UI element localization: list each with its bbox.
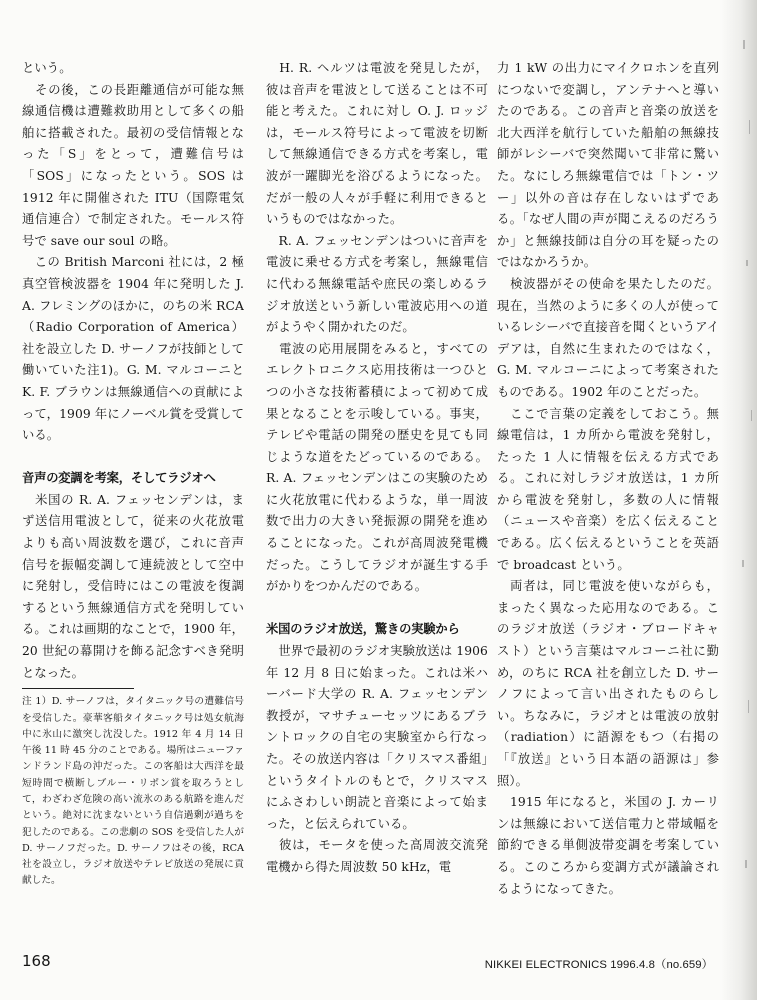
scan-speck [748,700,749,713]
paragraph: この British Marconi 社には，2 極真空管検波器を 1904 年に発明した J. A. フレミングのほかに，のちの米 RCA（Radio Corporation of America）社を設立した D. サーノフが技師として働いていた注1)。G. M. マルコーニと K. F. ブラウンは無線通信への貢献によって，1909 年にノーベル賞を受賞している。 [22,255,244,443]
footnote: 注 1）D. サーノフは，タイタニック号の遭難信号を受信した。豪華客船タイタニック号は処女航海中に氷山に激突し沈没した。1912 年 4 月 14 日午後 11 時 45 分のことである。場所はニューファンドランド島の沖だった。この客船は大西洋を最短時間で横断しブルー・リボン賞を取ろうとして，わざわざ危険の高い流氷のある航路を進んだという。絶対に沈まないという自信過剰が過ちを犯したのである。この悲劇の SOS を受信した人が D. サーノフだった。D. サーノフはその後，RCA 社を設立し，ラジオ放送やテレビ放送の発展に貢献した。 [22,696,244,887]
spacer [266,598,488,620]
paragraph: 電波の応用展開をみると，すべてのエレクトロニクス応用技術は一つひとつの小さな技術蓄積によって初めて成果となることを示唆している。事実，テレビや電話の開発の歴史を見ても同じような道をたどっているのである。R. A. フェッセンデンはこの実験のために火花放電に代わるような，単一周波数で出力の大きい発振源の開発を進めることになった。これが高周波発電機だった。こうしてラジオが誕生する手がかりをつかんだのである。 [266,341,488,594]
spacer [22,447,244,469]
column-2 [266,58,488,879]
publication-footer: NIKKEI ELECTRONICS 1996.4.8（no.659） [484,959,713,971]
scan-speck [743,40,745,49]
paragraph: R. A. フェッセンデンはついに音声を電波に乗せる方式を考案し，無線電信に代わる無線電話や庶民の楽しめるラジオ放送という新しい電波応用への道がようやく開かれたのだ。 [266,233,488,335]
scan-edge-shadow [721,0,757,1000]
scan-speck [746,260,748,266]
paragraph: 力 1 kW の出力にマイクロホンを直列につないで変調し，アンテナへと導いたのである。この音声と音楽の放送を北大西洋を航行していた船舶の無線技師がレシーバで突然聞いて非常に驚いた。なにしろ無線電信では「トン・ツー」以外の音は存在しないはずである。「なぜ人間の声が聞こえるのだろうか」と無線技師は自分の耳を疑ったのではなかろうか。 [497,61,719,270]
page-number: 168 [22,952,51,970]
paragraph: 世界で最初のラジオ実験放送は 1906 年 12 月 8 日に始まった。これは米ハーバード大学の R. A. フェッセンデン教授が，マサチューセッツにあるブラントロックの自宅の実験室から行なった。その放送内容は「クリスマス番組」というタイトルのもとで，クリスマスにふさわしい朗読と音楽によって始まった，と伝えられている。 [266,644,488,831]
paragraph: その後，この長距離通信が可能な無線通信機は遭難救助用として多くの船舶に搭載された。最初の受信情報となった「S」をとって，遭難信号は「SOS」になったという。SOS は 1912 年に開催された ITU（国際電気通信連合）で制定された。モールス符号で save our soul の略。 [22,82,244,248]
column-3 [497,58,719,900]
paragraph: ここで言葉の定義をしておこう。無線電信は，1 カ所から電波を発射し，たった 1 人に情報を伝える方式である。これに対しラジオ放送は，1 カ所から電波を発射し，多数の人に情報（ニュースや音楽）を広く伝えることである。広く伝えるということを英語で broadcast という。 [497,406,719,572]
scan-speck [751,410,752,421]
paragraph: 彼は，モータを使った高周波交流発電機から得た周波数 50 kHz，電 [266,838,488,874]
scan-speck [742,560,744,567]
scan-speck [749,120,750,134]
paragraph: 米国の R. A. フェッセンデンは，まず送信用電波として，従来の火花放電よりも高い周波数を選び，これに音声信号を振幅変調して連続波として空中に発射し，受信時にはこの電波を復調するという無線通信方式を発明している。これは画期的なことで，1900 年，20 世紀の幕開けを飾る記念すべき発明となった。 [22,492,244,680]
paragraph: 両者は，同じ電波を使いながらも，まったく異なった応用なのである。このラジオ放送（ラジオ・ブロードキャスト）という言葉はマルコーニ社に勤め，のちに RCA 社を創立した D. サーノフによって言い出されたものらしい。ちなみに，ラジオとは電波の放射（radiation）に語源をもつ（右掲の「『放送』という日本語の語源は」参照）。 [497,579,719,788]
section-heading: 音声の変調を考案，そしてラジオへ [22,471,216,486]
paragraph: 1915 年になると，米国の J. カーリンは無線において送信電力と帯域幅を節約できる単側波帯変調を考案している。このころから変調方式が議論されるようになってきた。 [497,795,719,896]
scan-speck [745,860,747,868]
footnote-divider [22,688,134,689]
column-1 [22,58,244,890]
section-heading: 米国のラジオ放送，驚きの実験から [266,622,460,637]
paragraph: という。 [22,61,72,75]
paragraph: 検波器がその使命を果たしたのだ。現在，当然のように多くの人が使っているレシーバで直接音を聞くというアイデアは，自然に生まれたのではなく，G. M. マルコーニによって考案されたものである。1902 年のことだった。 [497,276,719,399]
paragraph: H. R. ヘルツは電波を発見したが，彼は音声を電波として送ることは不可能と考えた。これに対し O. J. ロッジは，モールス符号によって電波を切断して無線通信できる方式を考案し，電波が一躍脚光を浴びるようになった。だが一般の人々が手軽に利用できるというものではなかった。 [266,61,488,227]
